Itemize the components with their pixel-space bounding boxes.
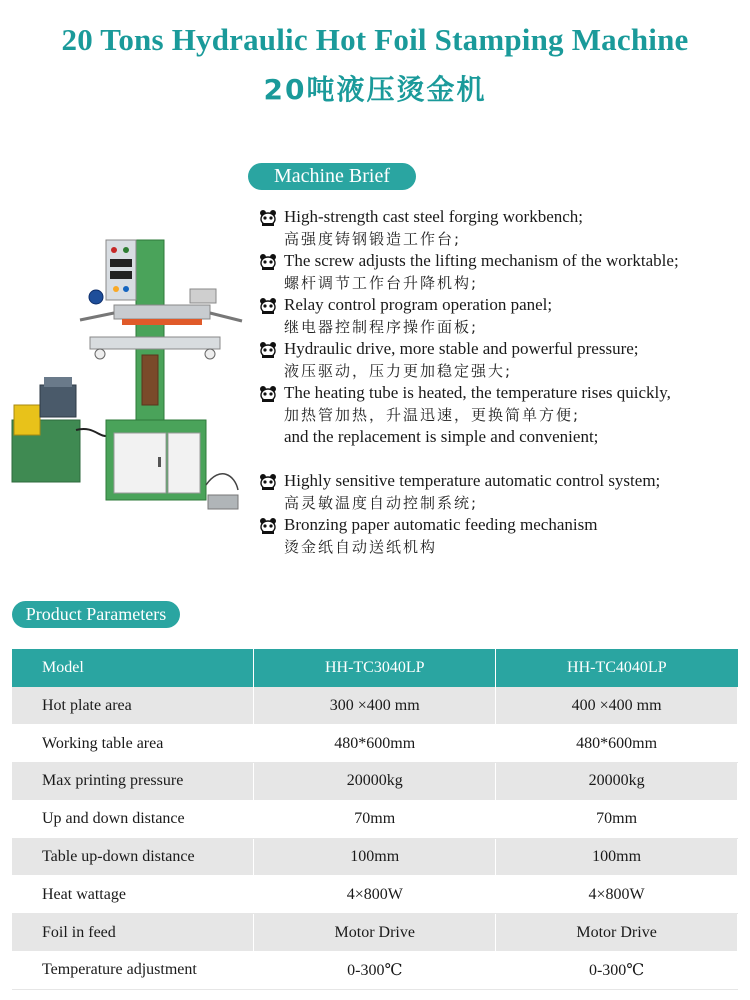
param-value: 400 ×400 mm [496, 687, 738, 725]
param-label: Table up-down distance [12, 838, 254, 876]
feature-en: Relay control program operation panel; [284, 295, 553, 314]
param-value: Motor Drive [496, 914, 738, 952]
feature-item [256, 294, 746, 338]
panda-icon [258, 473, 278, 491]
param-label: Foil in feed [12, 914, 254, 952]
feature-list [256, 206, 746, 558]
panda-icon [258, 385, 278, 403]
param-value: 70mm [254, 800, 496, 838]
table-row [12, 952, 738, 990]
table-row [12, 800, 738, 838]
feature-cn: 高灵敏温度自动控制系统; [284, 494, 479, 512]
page-title-en: 20 Tons Hydraulic Hot Foil Stamping Machine [61, 22, 689, 57]
feature-cn: 烫金纸自动送纸机构 [284, 538, 438, 556]
feature-cn: 继电器控制程序操作面板; [284, 318, 479, 336]
panda-icon [258, 253, 278, 271]
param-value: 0-300℃ [254, 952, 496, 990]
cylinder [142, 355, 158, 405]
param-value: 4×800W [496, 876, 738, 914]
param-label: Max printing pressure [12, 763, 254, 801]
column-header: Model [12, 649, 254, 687]
panda-icon [258, 341, 278, 359]
table-row [12, 687, 738, 725]
feature-cn: 高强度铸钢锻造工作台; [284, 230, 462, 248]
table-row [12, 914, 738, 952]
feature-en: High-strength cast steel forging workbench; [284, 207, 584, 226]
feature-item [256, 250, 746, 294]
param-value: 20000kg [496, 763, 738, 801]
param-value: 300 ×400 mm [254, 687, 496, 725]
param-label: Up and down distance [12, 800, 254, 838]
work-table [90, 337, 220, 349]
feature-item [256, 470, 746, 514]
feature-en: Bronzing paper automatic feeding mechanism [284, 515, 598, 534]
table-row [12, 725, 738, 763]
panda-icon [258, 209, 278, 227]
param-label: Hot plate area [12, 687, 254, 725]
hot-plate [114, 305, 210, 319]
table-header-row [12, 649, 738, 687]
feature-cn: 加热管加热，升温迅速，更换简单方便; [284, 406, 581, 424]
panda-icon [258, 297, 278, 315]
feature-en: The heating tube is heated, the temperature rises quickly, [284, 383, 671, 402]
param-label: Heat wattage [12, 876, 254, 914]
feature-en: The screw adjusts the lifting mechanism of the worktable; [284, 251, 679, 270]
feature-cn: 螺杆调节工作台升降机构; [284, 274, 479, 292]
param-value: Motor Drive [254, 914, 496, 952]
feature-item [256, 338, 746, 382]
motor [40, 385, 76, 417]
param-value: 100mm [254, 838, 496, 876]
param-label: Temperature adjustment [12, 952, 254, 990]
table-row [12, 838, 738, 876]
feature-en-continued: and the replacement is simple and convenient; [284, 427, 599, 446]
page-title-cn: 20吨液压烫金机 [263, 73, 487, 106]
foot-pedal [208, 495, 238, 509]
param-value: 4×800W [254, 876, 496, 914]
param-value: 100mm [496, 838, 738, 876]
hydraulic-valve [14, 405, 40, 435]
param-value: 20000kg [254, 763, 496, 801]
param-value: 0-300℃ [496, 952, 738, 990]
column-header: HH-TC4040LP [496, 649, 738, 687]
param-label: Working table area [12, 725, 254, 763]
parameters-table [12, 649, 738, 990]
param-value: 480*600mm [254, 725, 496, 763]
table-row [12, 763, 738, 801]
machine-illustration [10, 225, 250, 525]
machine-brief-heading: Machine Brief [248, 163, 416, 190]
feature-item [256, 514, 746, 558]
feature-cn: 液压驱动，压力更加稳定强大; [284, 362, 513, 380]
feature-item [256, 206, 746, 250]
feature-en: Hydraulic drive, more stable and powerful pressure; [284, 339, 639, 358]
control-panel [106, 240, 136, 300]
table-row [12, 876, 738, 914]
feature-item [256, 382, 746, 448]
param-value: 70mm [496, 800, 738, 838]
column-header: HH-TC3040LP [254, 649, 496, 687]
feature-en: Highly sensitive temperature automatic control system; [284, 471, 661, 490]
product-parameters-heading: Product Parameters [12, 601, 180, 628]
param-value: 480*600mm [496, 725, 738, 763]
panda-icon [258, 517, 278, 535]
